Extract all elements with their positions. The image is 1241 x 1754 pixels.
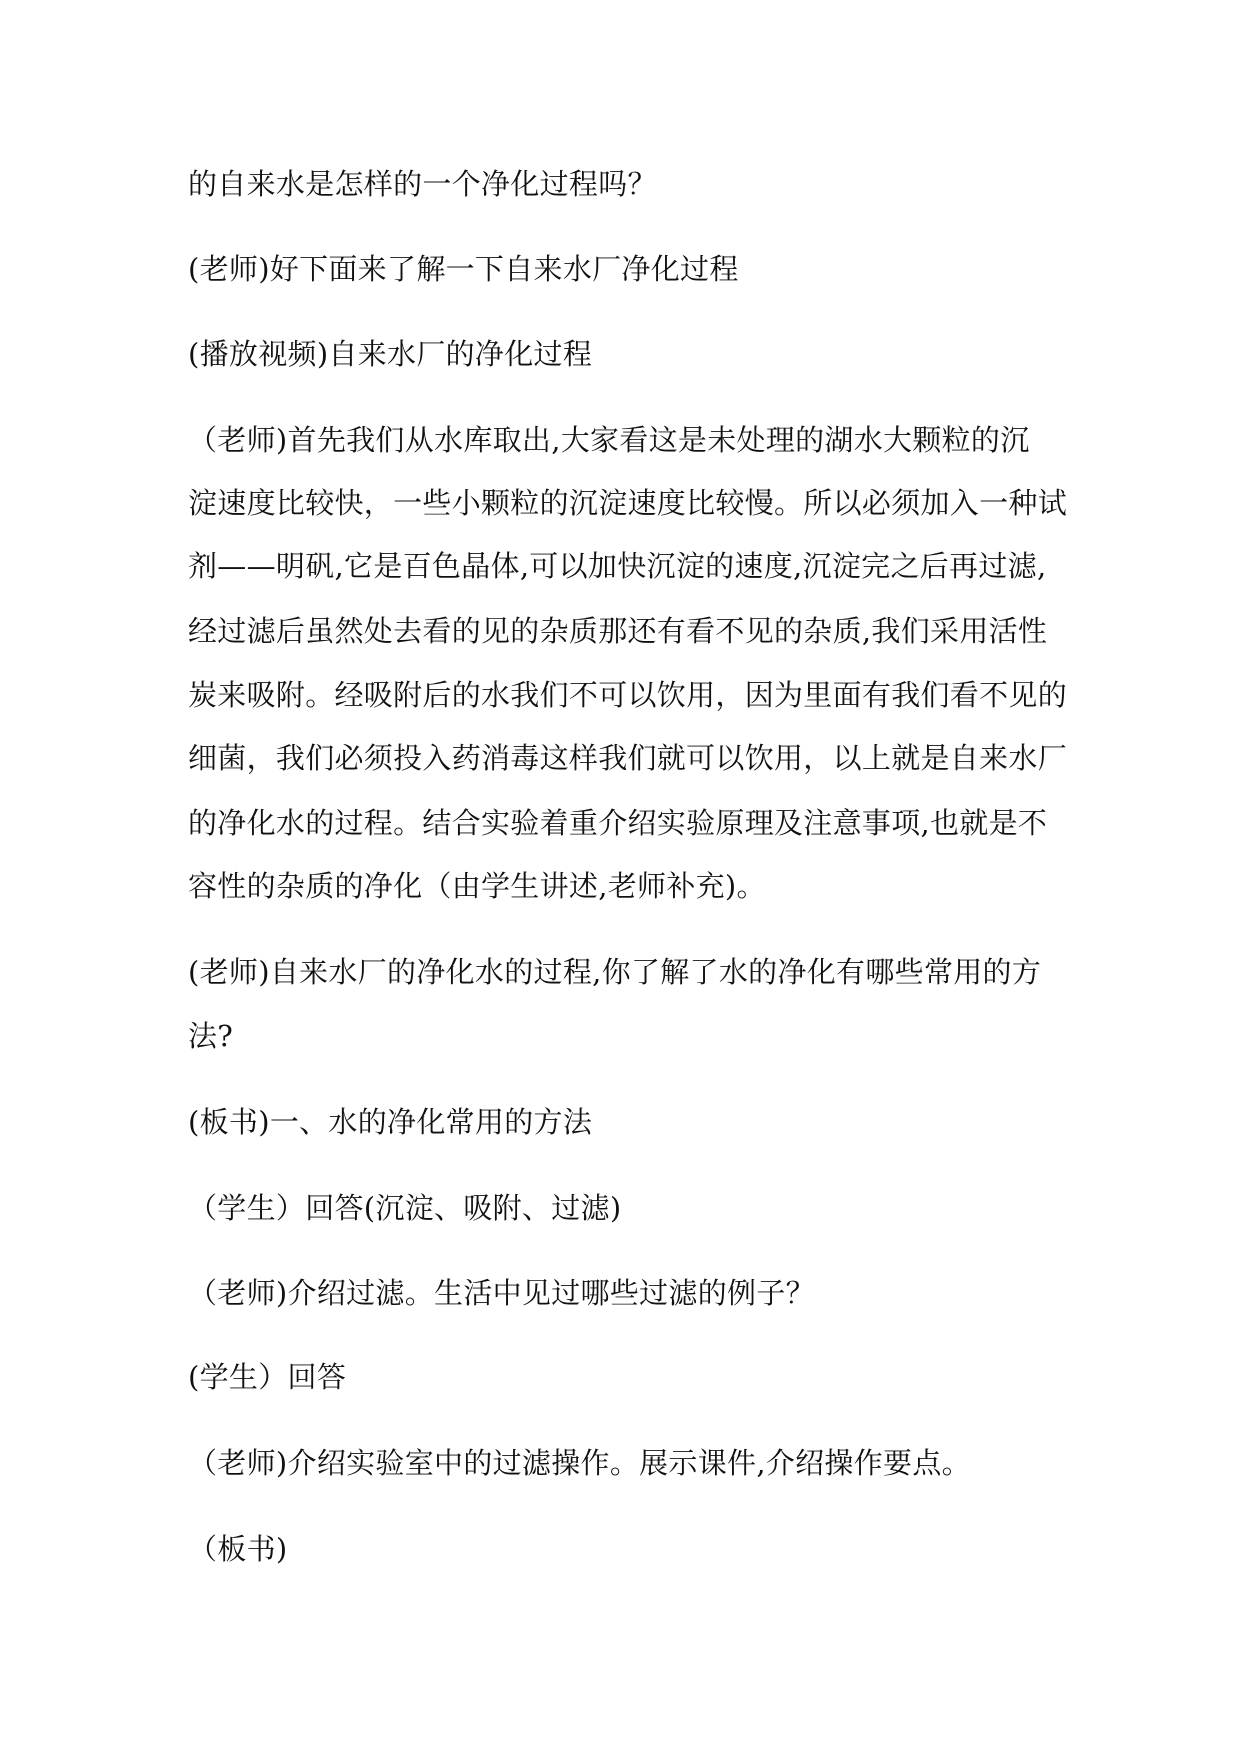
text-line: 炭来吸附。经吸附后的水我们不可以饮用，因为里面有我们看不见的	[188, 678, 1068, 712]
text-line: 法?	[188, 1019, 234, 1053]
text-line: （老师)介绍实验室中的过滤操作。展示课件,介绍操作要点。	[188, 1446, 971, 1480]
text-line: (学生）回答	[188, 1360, 347, 1394]
text-line: 容性的杂质的净化（由学生讲述,老师补充)。	[188, 869, 766, 903]
text-line: （学生）回答(沉淀、吸附、过滤)	[188, 1191, 622, 1225]
text-line: 的自来水是怎样的一个净化过程吗？	[188, 167, 657, 201]
text-line: （老师)首先我们从水库取出,大家看这是未处理的湖水大颗粒的沉	[188, 423, 1030, 457]
text-line: (播放视频)自来水厂的净化过程	[188, 337, 593, 371]
text-line: （老师)介绍过滤。生活中见过哪些过滤的例子？	[188, 1276, 815, 1310]
text-line: (板书)一、水的净化常用的方法	[188, 1105, 593, 1139]
text-line: 细菌，我们必须投入药消毒这样我们就可以饮用，以上就是自来水厂	[188, 741, 1068, 775]
text-line: (老师)自来水厂的净化水的过程,你了解了水的净化有哪些常用的方	[188, 955, 1042, 989]
text-line: (老师)好下面来了解一下自来水厂净化过程	[188, 252, 739, 286]
text-line: （板书)	[188, 1532, 288, 1566]
text-line: 淀速度比较快，一些小颗粒的沉淀速度比较慢。所以必须加入一种试	[188, 486, 1068, 520]
text-line: 经过滤后虽然处去看的见的杂质那还有看不见的杂质,我们采用活性	[188, 614, 1048, 648]
text-line: 的净化水的过程。结合实验着重介绍实验原理及注意事项,也就是不	[188, 806, 1048, 840]
text-line: 剂——明矾,它是百色晶体,可以加快沉淀的速度,沉淀完之后再过滤,	[188, 549, 1047, 583]
